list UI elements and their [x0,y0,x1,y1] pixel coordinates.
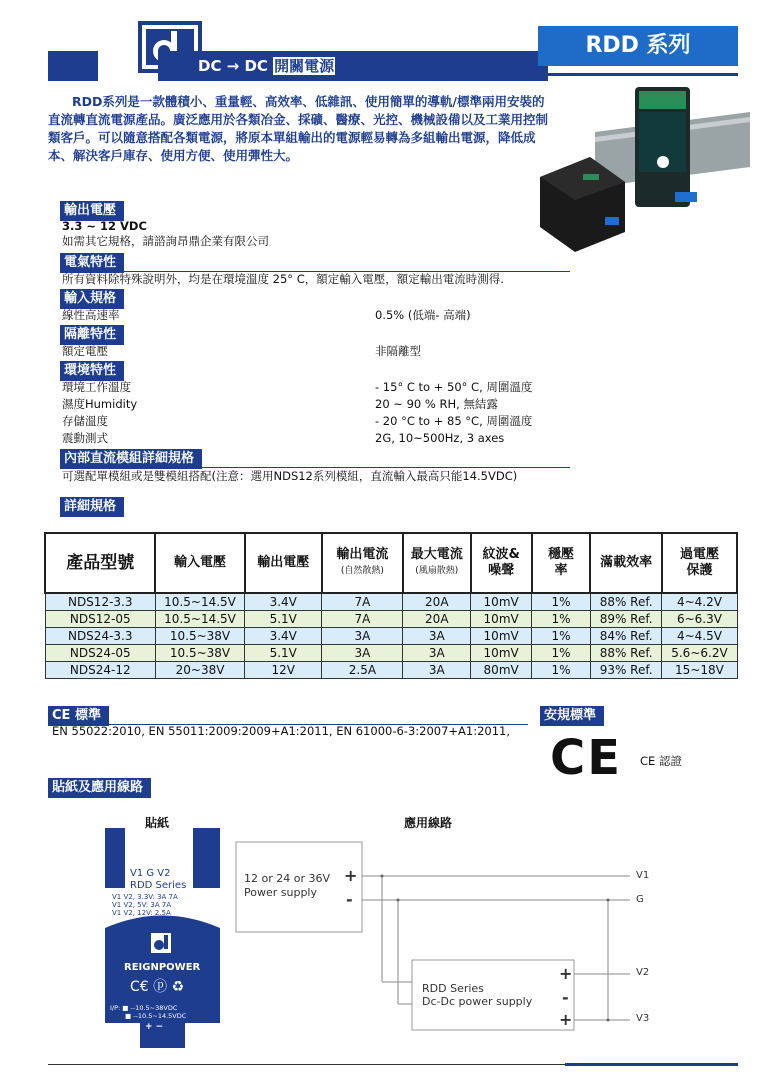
cell: 10.5~38V [155,645,244,662]
isolation-label: 額定電壓 [62,344,108,358]
series-underline [538,73,738,76]
cell: 12V [245,662,322,679]
cell: 3A [403,645,471,662]
section-ce: CE 標準 [48,706,109,726]
section-safety: 安規標準 [540,706,604,726]
input-label: 線性高速率 [62,308,120,322]
sticker-line: V1 V2, 5V: 3A 7A [112,901,172,909]
section-output-voltage: 輸出電壓 [60,201,124,221]
cell: 84% Ref. [590,628,662,645]
env-value: 2G, 10~500Hz, 3 axes [375,431,505,445]
cell: 3A [403,662,471,679]
table-row [45,645,737,662]
ce-standards: EN 55022:2010, EN 55011:2009:2009+A1:2011, EN 61000-6-3:2007+A1:2011, [52,724,511,738]
header-bar [48,33,738,75]
section-detail: 詳細規格 [60,497,124,517]
cell: 3A [403,628,471,645]
input-value: 0.5% (低端- 高端) [375,308,471,322]
rdd-line2: Dc-Dc power supply [422,995,533,1008]
table-header-row [45,533,737,593]
cell: 10.5~14.5V [155,611,244,628]
col-header: 輸出電流 (自然散熱) [322,533,403,593]
product-image [535,82,750,257]
section-module: 內部直流模組詳細規格 [60,449,202,469]
electrical-note: 所有資料除特殊說明外，均是在環境溫度 25° C，額定輸入電壓，額定輸出電流時測得. [62,272,504,286]
output-voltage-value: 3.3 ~ 12 VDC [62,219,147,233]
label-v3: V3 [636,1013,650,1024]
cell: 15~18V [662,662,737,679]
section-electrical: 電氣特性 [60,253,124,273]
cell: 1% [532,628,591,645]
env-label: 環境工作溫度 [62,380,131,394]
intro-text: RDD系列是一款體積小、重量輕、高效率、低雜訊、使用簡單的導軌/標準兩用安裝的直流轉直流電源產品。廣泛應用於各類冶金、採礦、醫療、光控、機械設備以及工業用控制類客戶。可以隨意搭配各類電源，將原本單組輸出的電源輕易轉為多組輸出電源，降低成本、解決客戶庫存、使用方便、使用彈性大。 [48,94,549,163]
sticker-pins: V1 G V2 [130,868,171,879]
ps-minus: - [346,890,353,909]
cell: 88% Ref. [590,593,662,611]
sticker-ip1: I/P: ■ --10.5~38VDC [110,1004,178,1012]
rdd-line1: RDD Series [422,982,484,995]
series-label: RDD 系列 [538,26,738,66]
env-label: 震動測式 [62,431,108,445]
env-label: 存儲溫度 [62,414,108,428]
cell: 5.1V [245,611,322,628]
section-isolation: 隔離特性 [60,325,124,345]
cell: 10.5~38V [155,628,244,645]
cell: 4~4.2V [662,593,737,611]
sticker-pm: + − [145,1022,164,1032]
cell: 89% Ref. [590,611,662,628]
cell: 4~4.5V [662,628,737,645]
env-value: - 15° C to + 50° C, 周圍溫度 [375,380,533,394]
cell: 2.5A [322,662,403,679]
sticker-vv: V1 V2 [190,1024,210,1032]
spec-table [44,532,738,679]
isolation-value: 非隔離型 [375,344,421,358]
rdd-plus-2: + [559,1010,573,1029]
label-g: G [636,894,644,905]
module-note: 可選配單模組或是雙模組搭配(注意：選用NDS12系列模組，直流輸入最高只能14.5VDC) [62,469,518,483]
col-header: 滿載效率 [590,533,662,593]
circuit-caption: 應用線路 [404,816,453,830]
output-voltage-note: 如需其它規格，請諮詢昂鼎企業有限公司 [62,234,269,248]
sticker-series: RDD Series [130,880,187,891]
cell: 80mV [471,662,532,679]
col-header: 穩壓率 [532,533,591,593]
col-header: 輸出電壓 [245,533,322,593]
header-title-text: DC → DC [198,57,268,75]
cell: 88% Ref. [590,645,662,662]
cell: 1% [532,645,591,662]
ce-cert: CE 認證 [640,754,682,768]
cell: 1% [532,593,591,611]
label-caption: 貼紙 [145,816,170,830]
cell-model: NDS12-05 [45,611,155,628]
cell: 3.4V [245,628,322,645]
cell-model: NDS24-3.3 [45,628,155,645]
cell: 20~38V [155,662,244,679]
cell: 10mV [471,645,532,662]
sticker-line: V1 V2, 12V: 2.5A [112,909,171,917]
cell: 10mV [471,611,532,628]
cell: 10mV [471,593,532,611]
divider [60,467,570,468]
header-title [158,51,548,81]
ce-mark-icon: CE [550,730,623,786]
sticker-marks: C€ ⓟ ♻ [130,979,185,995]
env-value: 20 ~ 90 % RH, 無結露 [375,397,498,411]
section-input: 輸入規格 [60,289,124,309]
sticker-ip2: ■ --10.5~14.5VDC [125,1012,187,1020]
cell: 3A [322,628,403,645]
env-label: 濕度Humidity [62,397,138,411]
cell: 10mV [471,628,532,645]
cell: 20A [403,611,471,628]
cell: 20A [403,593,471,611]
col-header: 最大電流 (風扇散熱) [403,533,471,593]
ps-line2: Power supply [244,886,317,899]
cell-model: NDS24-12 [45,662,155,679]
cell-model: NDS12-3.3 [45,593,155,611]
env-value: - 20 °C to + 85 °C, 周圍溫度 [375,414,533,428]
cell: 3A [322,645,403,662]
footer-accent [565,1063,738,1066]
cell: 3.4V [245,593,322,611]
cell: 1% [532,662,591,679]
cell: 93% Ref. [590,662,662,679]
table-row [45,611,737,628]
rdd-minus: - [562,988,569,1007]
label-v1: V1 [636,870,650,881]
sticker-line: V1 V2, 3.3V: 3A 7A [112,893,178,901]
table-row [45,662,737,679]
ps-line1: 12 or 24 or 36V [244,872,331,885]
section-environment: 環境特性 [60,361,124,381]
sticker-brand: REIGNPOWER [124,962,201,973]
col-header: 過電壓保護 [662,533,737,593]
col-header: 產品型號 [45,533,155,593]
ps-plus: + [344,866,358,885]
header-title-highlight: 開關電源 [274,57,335,75]
label-v2: V2 [636,967,650,978]
rdd-plus: + [559,964,573,983]
header-left-block [48,51,98,81]
cell-model: NDS24-05 [45,645,155,662]
cell: 10.5~14.5V [155,593,244,611]
cell: 7A [322,593,403,611]
table-row [45,593,737,611]
section-wiring: 貼紙及應用線路 [48,778,151,798]
cell: 5.1V [245,645,322,662]
col-header: 輸入電壓 [155,533,244,593]
cell: 6~6.3V [662,611,737,628]
cell: 1% [532,611,591,628]
col-header: 紋波&噪聲 [471,533,532,593]
cell: 7A [322,611,403,628]
cell: 5.6~6.2V [662,645,737,662]
table-row [45,628,737,645]
